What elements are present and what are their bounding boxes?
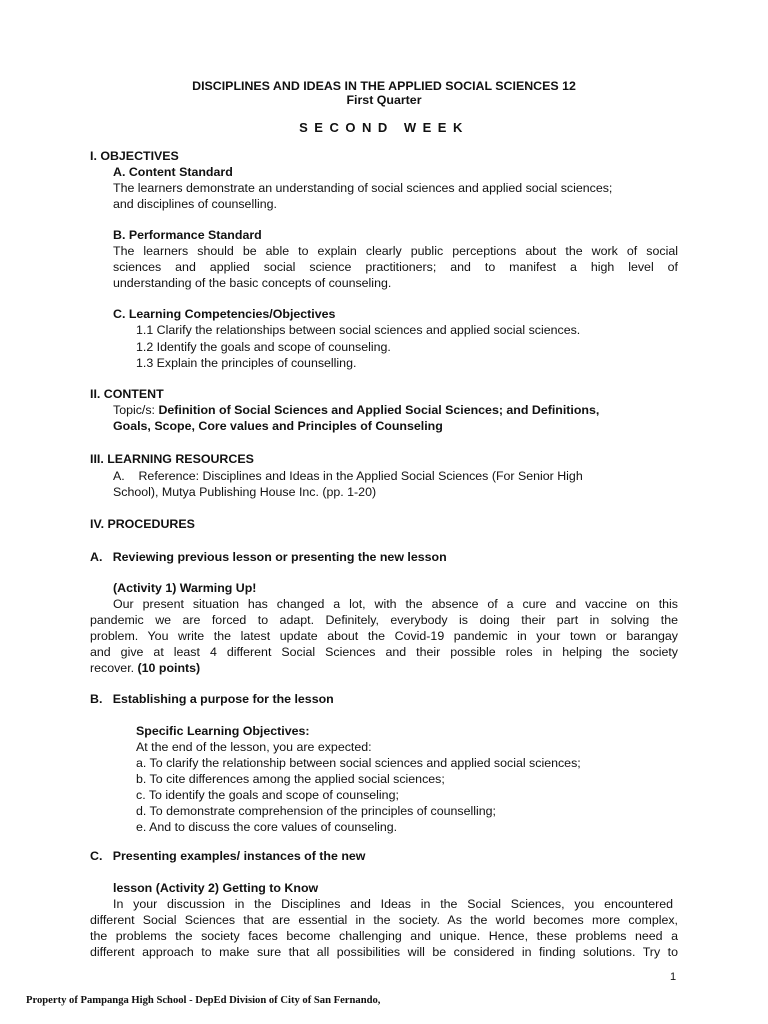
content-standard-line: The learners demonstrate an understanding of social sciences and applied social sciences; bbox=[113, 181, 613, 195]
activity2-title: lesson (Activity 2) Getting to Know bbox=[113, 881, 319, 895]
competency-item: 1.1 Clarify the relationships between social sciences and applied social sciences. bbox=[136, 323, 581, 337]
procedure-c-heading: C. Presenting examples/ instances of the new bbox=[90, 849, 366, 863]
content-standard-label: A. Content Standard bbox=[113, 165, 233, 179]
activity1-line: pandemic we are forced to adapt. Definitely, everybody is doing their part in solving the bbox=[90, 613, 678, 627]
performance-standard-line: The learners should be able to explain clearly public perceptions about the work of social bbox=[113, 244, 678, 258]
page-footer: Property of Pampanga High School - DepEd Division of City of San Fernando, bbox=[26, 995, 381, 1006]
activity1-points: (10 points) bbox=[137, 661, 201, 675]
procedures-heading: IV. PROCEDURES bbox=[90, 517, 195, 531]
performance-standard-line: understanding of the basic concepts of counseling. bbox=[113, 276, 392, 290]
procedure-b-heading: B. Establishing a purpose for the lesson bbox=[90, 692, 334, 706]
reference-line: School), Mutya Publishing House Inc. (pp. 1-20) bbox=[113, 485, 377, 499]
competencies-label: C. Learning Competencies/Objectives bbox=[113, 307, 336, 321]
content-standard-line: and disciplines of counselling. bbox=[113, 197, 277, 211]
specific-objective-item: d. To demonstrate comprehension of the principles of counselling; bbox=[136, 804, 496, 818]
week-heading: SECOND WEEK bbox=[299, 120, 469, 135]
performance-standard-line: sciences and applied social science practitioners; and to manifest a high level of bbox=[113, 260, 678, 274]
activity1-line: and give at least 4 different Social Sciences and their possible roles in helping the society bbox=[90, 645, 678, 659]
resources-heading: III. LEARNING RESOURCES bbox=[90, 452, 254, 466]
activity2-line: In your discussion in the Disciplines and Ideas in the Social Sciences, you encountered bbox=[113, 897, 673, 911]
activity1-last-text: recover. bbox=[90, 661, 138, 675]
specific-objective-item: a. To clarify the relationship between social sciences and applied social sciences; bbox=[136, 756, 581, 770]
procedure-a-heading: A. Reviewing previous lesson or presenting the new lesson bbox=[90, 550, 447, 564]
reference-line: A. Reference: Disciplines and Ideas in the Applied Social Sciences (For Senior High bbox=[113, 469, 583, 483]
specific-objectives-title: Specific Learning Objectives: bbox=[136, 724, 310, 738]
performance-standard-label: B. Performance Standard bbox=[113, 228, 262, 242]
specific-objective-item: c. To identify the goals and scope of counseling; bbox=[136, 788, 399, 802]
topic-text: Definition of Social Sciences and Applied Social Sciences; and Definitions, bbox=[158, 403, 600, 417]
specific-objective-item: e. And to discuss the core values of counseling. bbox=[136, 820, 398, 834]
activity1-line: Our present situation has changed a lot, with the absence of a cure and vaccine on this bbox=[113, 597, 678, 611]
document-title: DISCIPLINES AND IDEAS IN THE APPLIED SOCIAL SCIENCES 12 bbox=[192, 79, 576, 93]
activity1-title: (Activity 1) Warming Up! bbox=[113, 581, 257, 595]
topic-line bbox=[113, 402, 599, 418]
activity1-line: problem. You write the latest update about the Covid-19 pandemic in your town or barangay bbox=[90, 629, 678, 643]
activity2-line: different approach to make sure that all possibilities will be considered in finding solutions. Try to bbox=[90, 945, 678, 959]
activity2-line: different Social Sciences that are essential in the society. As the world becomes more complex, bbox=[90, 913, 678, 927]
activity1-line bbox=[90, 660, 200, 676]
topic-prefix: Topic/s: bbox=[113, 403, 159, 417]
content-heading: II. CONTENT bbox=[90, 387, 164, 401]
activity2-line: the problems the society faces become challenging and unique. Hence, these problems need a bbox=[90, 929, 678, 943]
competency-item: 1.3 Explain the principles of counselling. bbox=[136, 356, 357, 370]
quarter-label: First Quarter bbox=[346, 93, 422, 107]
page-number: 1 bbox=[670, 971, 677, 983]
objectives-heading: I. OBJECTIVES bbox=[90, 149, 179, 163]
specific-objectives-intro: At the end of the lesson, you are expected: bbox=[136, 740, 372, 754]
topic-text: Goals, Scope, Core values and Principles of Counseling bbox=[113, 419, 443, 433]
competency-item: 1.2 Identify the goals and scope of counseling. bbox=[136, 340, 391, 354]
specific-objective-item: b. To cite differences among the applied social sciences; bbox=[136, 772, 445, 786]
